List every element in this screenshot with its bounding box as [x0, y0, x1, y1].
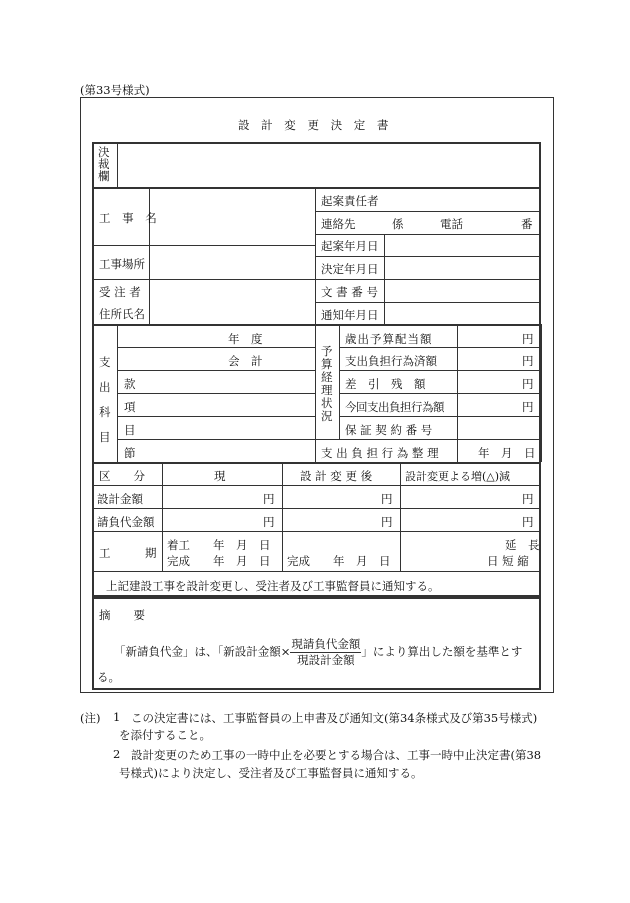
unit-yen: 円 — [263, 492, 275, 506]
unit-yen: 円 — [522, 492, 534, 506]
label-kouki: 工 期 — [99, 546, 157, 560]
label-koji-basho: 工事場所 — [99, 257, 145, 271]
label-kettei-date: 決定年月日 — [321, 262, 379, 276]
note-1-line2: を添付すること。 — [119, 728, 211, 742]
kouki-chakko: 着工 年 月 日 — [167, 538, 271, 552]
unit-yen: 円 — [263, 515, 275, 529]
label-hosho-keiyaku: 保 証 契 約 番 号 — [345, 423, 433, 437]
unit-yen: 円 — [522, 332, 534, 346]
shishutsu-kamoku-label: 支 出 科 目 — [99, 355, 111, 444]
label-saishutsu-yosan: 歳出予算配当額 — [345, 332, 433, 346]
label-jusho-shimei: 住所氏名 — [99, 307, 145, 321]
label-ban: 番 — [521, 217, 533, 231]
note-1-line1: この決定書には、工事監督員の上申書及び通知文(第34条様式及び第35号様式) — [131, 711, 538, 725]
label-koji-mei: 工 事 名 — [99, 211, 161, 225]
header-gen: 現 — [214, 469, 226, 483]
kessai-field[interactable] — [118, 143, 540, 186]
unit-yen: 円 — [381, 515, 393, 529]
note-2-line1: 設計変更のため工事の一時中止を必要とする場合は、工事一時中止決定書(第38 — [131, 748, 542, 762]
kessai-label: 決 裁 欄 — [98, 145, 110, 183]
notice-text: 上記建設工事を設計変更し、受注者及び工事監督員に通知する。 — [106, 579, 440, 593]
formula-numerator: 現請負代金額 — [291, 637, 361, 651]
label-kaikei: 会 計 — [228, 354, 263, 368]
page-title: 設 計 変 更 決 定 書 — [238, 118, 393, 132]
label-shishutsu-futan-zumi: 支出負担行為済額 — [345, 354, 437, 368]
label-moku: 目 — [124, 423, 136, 437]
label-sashihiki-zan: 差 引 残 額 — [345, 377, 426, 391]
label-konkai-shishutsu: 今回支出負担行為額 — [345, 400, 444, 414]
label-kou: 項 — [124, 400, 136, 414]
kouki-encho: 延 長 — [505, 538, 540, 552]
label-tsuchi-date: 通知年月日 — [321, 308, 379, 322]
formula-denominator: 現設計金額 — [297, 653, 355, 667]
unit-yen: 円 — [522, 515, 534, 529]
label-nendo: 年 度 — [228, 332, 263, 346]
label-juchusha: 受 注 者 — [99, 285, 141, 299]
unit-yen: 円 — [522, 354, 534, 368]
tekiyo-text-cont: る。 — [97, 670, 120, 684]
note-1-num: 1 — [113, 710, 121, 724]
label-renrakusaki: 連絡先 — [321, 217, 356, 231]
unit-yen: 円 — [522, 377, 534, 391]
kouki-after-kansei: 完成 年 月 日 — [287, 554, 391, 568]
label-kian-sekininsha: 起案責任者 — [321, 194, 379, 208]
header-henko-go: 設 計 変 更 後 — [300, 469, 373, 483]
label-kian-date: 起案年月日 — [321, 239, 379, 253]
label-kakari: 係 — [392, 217, 404, 231]
yosan-keiri-label: 予 算 経 理 状 況 — [321, 344, 333, 423]
label-shishutsu-seiri: 支 出 負 担 行 為 整 理 — [321, 446, 439, 460]
label-kan: 款 — [124, 377, 136, 391]
unit-yen: 円 — [381, 492, 393, 506]
label-bunsho-bango: 文 書 番 号 — [321, 285, 378, 299]
tekiyo-formula: 「新請負代金」は、「新設計金額× $\frac{\text{現請負代金額}}{\text{現設計金額}}$ 」により算出した額を基準とす — [114, 637, 523, 667]
note-2-num: 2 — [113, 747, 121, 761]
seiri-date: 年 月 日 — [478, 446, 536, 460]
label-setsu: 節 — [124, 446, 136, 460]
note-2-line2: 号様式)により決定し、受注者及び工事監督員に通知する。 — [119, 766, 423, 780]
tekiyo-label: 摘 要 — [99, 608, 145, 622]
kouki-kansei: 完成 年 月 日 — [167, 554, 271, 568]
label-denwa: 電話 — [440, 217, 463, 231]
label-sekkei-kingaku: 設計金額 — [97, 492, 143, 506]
kouki-tanshuku: 日 短 縮 — [487, 554, 529, 568]
label-ukeoi-daikin: 請負代金額 — [97, 515, 155, 529]
unit-yen: 円 — [522, 400, 534, 414]
notes-prefix: (注) — [80, 711, 101, 725]
form-number: (第33号様式) — [80, 83, 150, 97]
header-kubun: 区 分 — [99, 469, 145, 483]
header-zougen: 設計変更よる増(△)減 — [405, 470, 511, 483]
